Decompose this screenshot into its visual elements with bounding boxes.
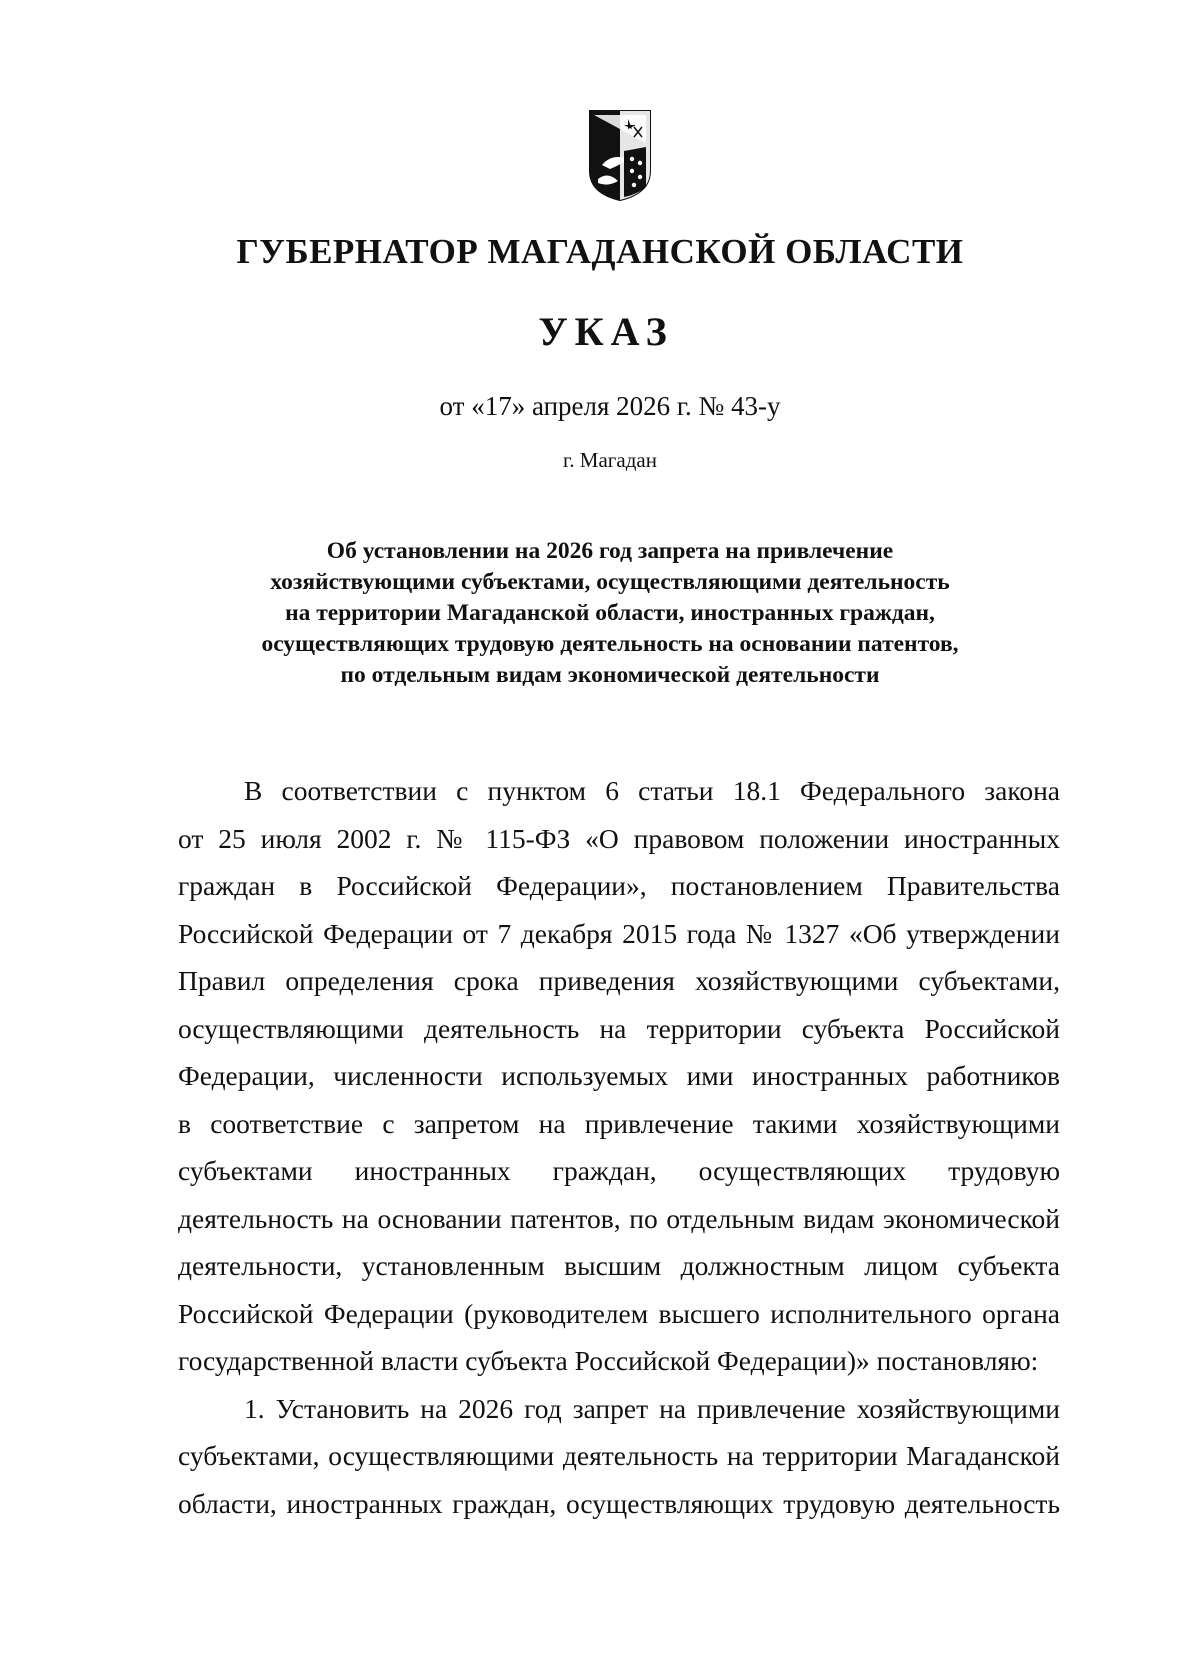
body-line: Российской Федерации от 7 декабря 2015 года № 1327 «Об утверждении: [178, 917, 1060, 949]
title-line: Об установлении на 2026 год запрета на привлечение: [326, 538, 894, 564]
body-line: Правил определения срока приведения хозяйствующими субъектами,: [178, 965, 1060, 996]
issuing-authority: ГУБЕРНАТОР МАГАДАНСКОЙ ОБЛАСТИ: [236, 232, 964, 271]
document-type: УКАЗ: [538, 309, 674, 354]
body-line: 1. Установить на 2026 год запрет на привлечение хозяйствующими: [244, 1392, 1060, 1424]
body-line: области, иностранных граждан, осуществляющих трудовую деятельность: [178, 1487, 1060, 1519]
body-line: субъектами, осуществляющими деятельность на территории Магаданской: [178, 1440, 1060, 1471]
body-line: осуществляющими деятельность на территории субъекта Российской: [178, 1012, 1060, 1044]
body-line: субъектами иностранных граждан, осуществляющих трудовую: [178, 1155, 1060, 1186]
title-line: осуществляющих трудовую деятельность на основании патентов,: [261, 631, 959, 657]
document-city: г. Магадан: [563, 448, 657, 472]
document-title: [150, 536, 1070, 691]
title-line: по отдельным видам экономической деятельности: [340, 662, 880, 688]
title-line: хозяйствующими субъектами, осуществляющими деятельность: [270, 569, 950, 595]
body-line: в соответствие с запретом на привлечение такими хозяйствующими: [178, 1107, 1060, 1139]
document-date-number: от «17» апреля 2026 г. № 43-у: [439, 391, 781, 421]
magadan-coat-of-arms-icon: [584, 107, 656, 203]
body-line: Федерации, численности используемых ими иностранных работников: [178, 1060, 1060, 1091]
body-line: Российской Федерации (руководителем высшего исполнительного органа: [178, 1297, 1060, 1329]
body-line: государственной власти субъекта Российской Федерации)» постановляю:: [178, 1345, 1039, 1376]
title-line: на территории Магаданской области, иностранных граждан,: [285, 600, 935, 626]
body-line: В соответствии с пунктом 6 статьи 18.1 Федерального закона: [244, 775, 1060, 806]
body-line: граждан в Российской Федерации», постановлением Правительства: [178, 870, 1060, 901]
body-line: деятельности, установленным высшим должностным лицом субъекта: [178, 1250, 1060, 1281]
body-line: деятельность на основании патентов, по отдельным видам экономической: [178, 1202, 1060, 1234]
document-body: [178, 767, 1060, 1527]
body-line: от 25 июля 2002 г. № 115-ФЗ «О правовом положении иностранных: [178, 822, 1060, 854]
